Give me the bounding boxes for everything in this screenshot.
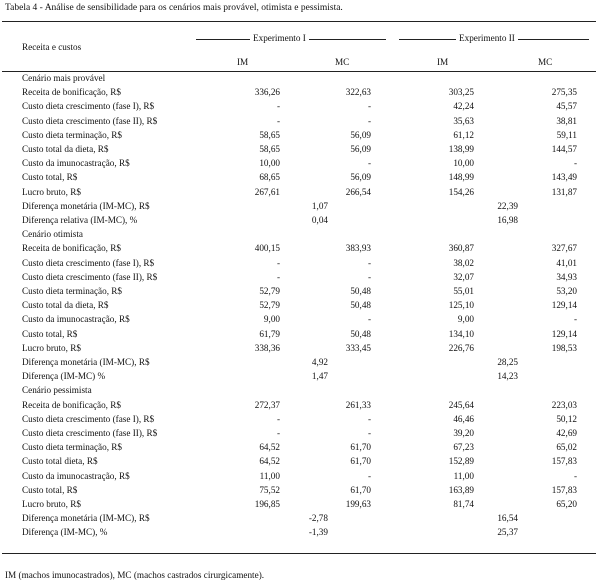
- cell-mc2: 223,03: [551, 399, 577, 410]
- cell-d1: -1,39: [308, 527, 328, 538]
- cell-d2: 16,98: [497, 215, 518, 225]
- cell-d2: 25,37: [497, 527, 518, 538]
- row-label: Diferença monetária (IM-MC), R$: [22, 513, 150, 524]
- im2-header: IM: [437, 57, 449, 67]
- row-label: Custo dieta terminação, R$: [22, 129, 123, 140]
- cell-mc2: 129,14: [551, 300, 577, 311]
- cell-im2: 38,02: [453, 257, 474, 268]
- cell-mc1: 61,70: [350, 442, 371, 453]
- cell-mc2: 42,69: [556, 428, 577, 438]
- cell-d2: 14,23: [497, 371, 518, 382]
- cell-d2: 16,54: [497, 513, 518, 524]
- exp2-header: Experimento II: [456, 33, 518, 43]
- cell-im2: 81,74: [453, 499, 474, 509]
- cell-mc2: 327,67: [551, 243, 577, 254]
- row-label: Lucro bruto, R$: [22, 342, 81, 353]
- row-label: Diferença (IM-MC) %: [22, 371, 106, 382]
- cell-mc1: -: [367, 257, 371, 268]
- cell-mc2: 45,57: [556, 101, 577, 112]
- cell-im1: 196,85: [254, 499, 280, 509]
- cell-im2: 35,63: [453, 115, 474, 126]
- cell-mc1: 383,93: [345, 243, 371, 254]
- cell-mc2: 41,01: [556, 257, 577, 268]
- cell-im1: 272,37: [254, 399, 280, 410]
- cell-im2: 39,20: [453, 428, 474, 438]
- cell-mc2: 157,83: [551, 456, 577, 467]
- table-title: Tabela 4 - Análise de sensibilidade para os cenários mais provável, otimista e pessimista.: [5, 3, 343, 13]
- cell-im1: 400,15: [254, 243, 280, 254]
- cell-mc2: 143,49: [551, 172, 577, 183]
- cell-im2: 125,10: [448, 300, 474, 311]
- cell-d1: 1,07: [311, 200, 328, 211]
- cell-mc1: 261,33: [345, 399, 371, 410]
- row-label: Custo dieta terminação, R$: [22, 442, 123, 453]
- cell-mc2: 144,57: [551, 144, 577, 154]
- cell-mc1: -: [367, 470, 371, 481]
- cell-mc1: 333,45: [345, 342, 371, 353]
- cell-im1: 58,65: [259, 129, 280, 140]
- row-label: Custo da imunocastração, R$: [22, 158, 130, 169]
- cell-mc2: 131,87: [551, 186, 577, 197]
- cell-mc1: -: [367, 115, 371, 126]
- row-label: Lucro bruto, R$: [22, 186, 81, 197]
- row-label: Receita de bonificação, R$: [22, 87, 121, 98]
- row-label: Diferença monetária (IM-MC), R$: [22, 357, 150, 367]
- cell-mc1: 61,70: [350, 484, 371, 495]
- cell-d1: 0,04: [311, 215, 328, 225]
- cell-mc2: 157,83: [551, 484, 577, 495]
- row-label: Custo dieta terminação, R$: [22, 286, 123, 296]
- cell-mc2: -: [573, 470, 577, 481]
- row-label: Custo total, R$: [22, 328, 78, 339]
- cell-mc1: -: [367, 413, 371, 424]
- row-label: Custo total, R$: [22, 484, 78, 495]
- cell-im2: 226,76: [448, 342, 474, 353]
- cell-mc2: 129,14: [551, 328, 577, 339]
- cell-mc2: 38,81: [556, 115, 577, 126]
- cell-im2: 154,26: [448, 186, 474, 197]
- cell-im1: 338,36: [254, 342, 280, 353]
- cell-im1: -: [276, 271, 280, 282]
- row-label: Lucro bruto, R$: [22, 499, 81, 509]
- cell-im1: 10,00: [259, 158, 280, 169]
- row-label: Custo dieta crescimento (fase I), R$: [22, 257, 155, 268]
- cell-im2: 245,64: [448, 399, 474, 410]
- cell-mc2: 275,35: [551, 87, 577, 98]
- row-label: Diferença monetária (IM-MC), R$: [22, 200, 150, 211]
- cell-im1: 11,00: [259, 470, 280, 481]
- mc1-header: MC: [335, 57, 350, 67]
- cell-im1: 336,26: [254, 87, 280, 98]
- cell-im2: 11,00: [453, 470, 474, 481]
- row-label: Custo dieta crescimento (fase I), R$: [22, 413, 155, 424]
- cell-im2: 61,12: [453, 129, 474, 140]
- cell-d1: -2,78: [308, 513, 328, 524]
- cell-d1: 4,92: [311, 357, 328, 367]
- row-label: Receita de bonificação, R$: [22, 243, 121, 254]
- cell-mc2: 198,53: [551, 342, 577, 353]
- cell-im1: -: [276, 101, 280, 112]
- cell-im2: 32,07: [453, 271, 474, 282]
- cell-mc1: 56,09: [350, 144, 371, 154]
- cell-im2: 360,87: [448, 243, 474, 254]
- cell-mc2: -: [573, 314, 577, 325]
- row-label: Custo da imunocastração, R$: [22, 314, 130, 325]
- cell-mc1: -: [367, 314, 371, 325]
- cell-im1: 61,79: [259, 328, 280, 339]
- cell-mc1: 199,63: [345, 499, 371, 509]
- cell-im1: 52,79: [259, 286, 280, 296]
- cell-im1: -: [276, 257, 280, 268]
- mc2-header: MC: [538, 57, 553, 67]
- cell-mc2: -: [573, 158, 577, 169]
- cell-im2: 152,89: [448, 456, 474, 467]
- row-label: Receita de bonificação, R$: [22, 399, 121, 410]
- cell-im1: -: [276, 413, 280, 424]
- cell-im2: 134,10: [448, 328, 474, 339]
- bottom-rule: [2, 553, 596, 554]
- row-label: Custo total da dieta, R$: [22, 300, 109, 311]
- row-label: Custo dieta crescimento (fase II), R$: [22, 115, 158, 126]
- cell-mc2: 34,93: [556, 271, 577, 282]
- row-label: Custo total da dieta, R$: [22, 144, 109, 154]
- cell-im1: -: [276, 428, 280, 438]
- cell-mc1: -: [367, 101, 371, 112]
- cell-mc1: 61,70: [350, 456, 371, 467]
- row-label: Custo total, R$: [22, 172, 78, 183]
- cell-im1: 64,52: [259, 456, 280, 467]
- section-label: Cenário mais provável: [22, 73, 106, 83]
- cell-mc1: -: [367, 158, 371, 169]
- section-label: Cenário otimista: [22, 229, 83, 240]
- exp1-header: Experimento I: [250, 33, 309, 43]
- cell-im1: 68,65: [259, 172, 280, 183]
- cell-im2: 148,99: [448, 172, 474, 183]
- cell-mc1: 266,54: [345, 186, 371, 197]
- section-label: Cenário pessimista: [22, 385, 92, 396]
- cell-d1: 1,47: [311, 371, 328, 382]
- cell-im2: 303,25: [448, 87, 474, 98]
- row-label: Custo dieta crescimento (fase II), R$: [22, 271, 158, 282]
- cell-im1: 75,52: [259, 484, 280, 495]
- cell-d2: 28,25: [497, 357, 518, 367]
- cell-mc1: 322,63: [345, 87, 371, 98]
- cell-mc1: 50,48: [350, 286, 371, 296]
- row-label: Diferença (IM-MC), %: [22, 527, 108, 538]
- row-label: Custo total dieta, R$: [22, 456, 98, 467]
- cell-im2: 55,01: [453, 286, 474, 296]
- cell-mc1: -: [367, 271, 371, 282]
- cell-mc1: 56,09: [350, 172, 371, 183]
- cell-mc1: -: [367, 428, 371, 438]
- im1-header: IM: [237, 57, 249, 67]
- row-label: Diferença relativa (IM-MC), %: [22, 215, 138, 225]
- cell-d2: 22,39: [497, 200, 518, 211]
- cell-mc2: 65,02: [556, 442, 577, 453]
- cell-mc1: 50,48: [350, 328, 371, 339]
- cell-mc1: 50,48: [350, 300, 371, 311]
- cell-im1: 52,79: [259, 300, 280, 311]
- cell-im2: 9,00: [457, 314, 474, 325]
- cell-im2: 67,23: [453, 442, 474, 453]
- cell-im1: 267,61: [254, 186, 280, 197]
- cell-mc2: 59,11: [556, 129, 577, 140]
- cell-mc2: 53,20: [556, 286, 577, 296]
- cell-im2: 46,46: [453, 413, 474, 424]
- cell-im1: -: [276, 115, 280, 126]
- cell-mc2: 65,20: [556, 499, 577, 509]
- footnote: IM (machos imunocastrados), MC (machos castrados cirurgicamente).: [5, 570, 265, 580]
- row-label: Custo dieta crescimento (fase II), R$: [22, 428, 158, 438]
- cell-im2: 10,00: [453, 158, 474, 169]
- cell-im2: 138,99: [448, 144, 474, 154]
- cell-im1: 58,65: [259, 144, 280, 154]
- cell-im2: 163,89: [448, 484, 474, 495]
- row-label: Custo dieta crescimento (fase I), R$: [22, 101, 155, 112]
- cell-im1: 64,52: [259, 442, 280, 453]
- cell-im2: 42,24: [453, 101, 474, 112]
- cell-mc1: 56,09: [350, 129, 371, 140]
- cell-mc2: 50,12: [556, 413, 577, 424]
- row-label-header: Receita e custos: [22, 42, 82, 52]
- cell-im1: 9,00: [263, 314, 280, 325]
- row-label: Custo da imunocastração, R$: [22, 470, 130, 481]
